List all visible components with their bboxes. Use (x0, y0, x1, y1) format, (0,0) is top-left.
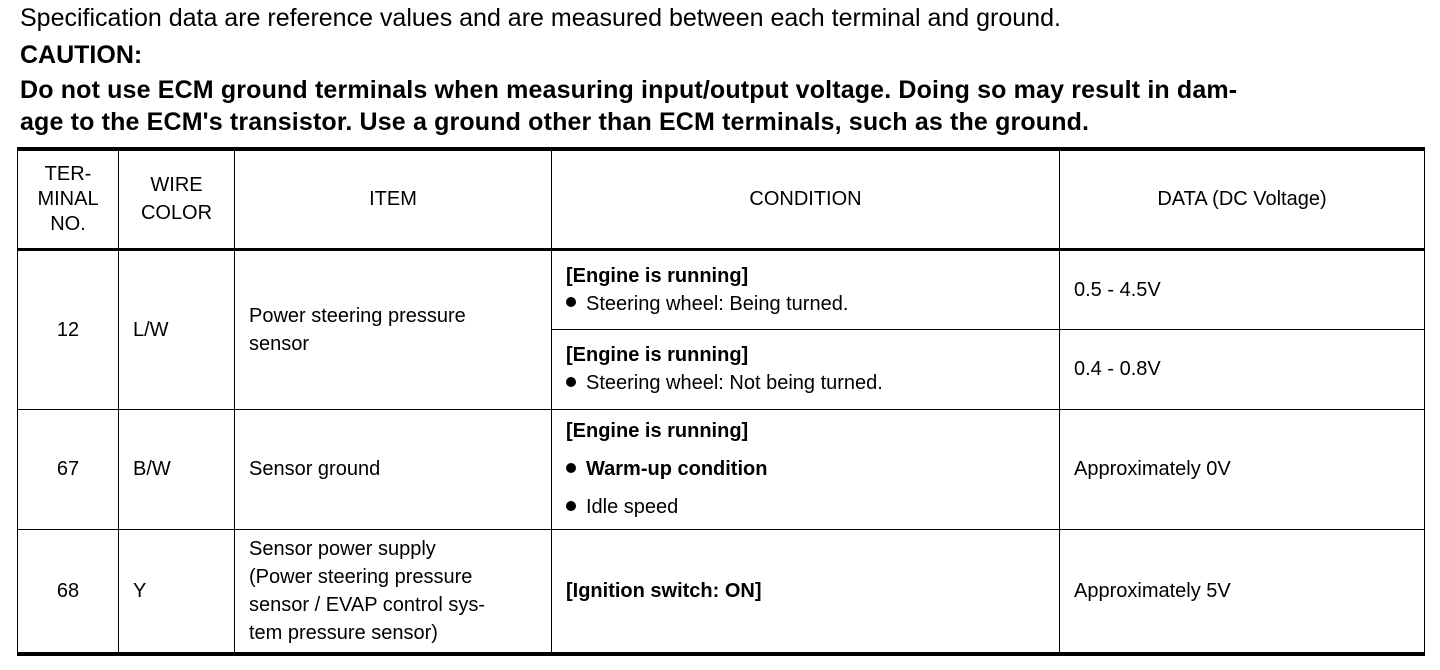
bullet-icon (566, 297, 576, 307)
intro-text: Specification data are reference values and are measured between each terminal and ground. (20, 4, 1061, 32)
item-cell: Power steering pressure sensor (235, 249, 552, 409)
header-wire-color: WIRE COLOR (119, 149, 235, 249)
header-item: ITEM (235, 149, 552, 249)
wire-color: Y (119, 529, 235, 654)
terminal-no: 68 (18, 529, 119, 654)
caution-heading: CAUTION: (20, 41, 143, 69)
condition-cell (552, 249, 1060, 329)
data-value: 0.5 - 4.5V (1060, 249, 1425, 329)
data-value: Approximately 5V (1060, 529, 1425, 654)
condition-state: [Ignition switch: ON] (566, 579, 762, 602)
bullet-icon (566, 501, 576, 511)
data-value: 0.4 - 0.8V (1060, 329, 1425, 409)
condition-state: [Engine is running] (566, 344, 749, 366)
condition-bullet: Warm-up condition (566, 450, 1045, 488)
item-cell: Sensor power supply (Power steering pressure sensor / EVAP control sys- tem pressure sensor) (235, 529, 552, 654)
condition-state: [Engine is running] (566, 420, 749, 442)
condition-cell (552, 329, 1060, 409)
condition-bullet: Idle speed (566, 488, 1045, 526)
caution-line: age to the ECM's transistor. Use a ground other than ECM terminals, such as the ground. (20, 108, 1090, 136)
wire-color: L/W (119, 249, 235, 409)
header-terminal-no: TER- MINAL NO. (18, 149, 119, 249)
bullet-icon (566, 377, 576, 387)
condition-bullet: Steering wheel: Not being turned. (566, 369, 1045, 397)
item-cell: Sensor ground (235, 409, 552, 529)
data-value: Approximately 0V (1060, 409, 1425, 529)
terminal-spec-table (17, 147, 1425, 656)
header-data: DATA (DC Voltage) (1060, 149, 1425, 249)
table-header-row (18, 149, 1425, 249)
condition-state: [Engine is running] (566, 264, 749, 287)
caution-text (20, 74, 1430, 138)
wire-color: B/W (119, 409, 235, 529)
table-row (18, 409, 1425, 529)
terminal-no: 67 (18, 409, 119, 529)
condition-cell (552, 409, 1060, 529)
table-row (18, 249, 1425, 329)
caution-line: Do not use ECM ground terminals when measuring input/output voltage. Doing so may result in dam- (20, 76, 1238, 104)
condition-cell (552, 529, 1060, 654)
condition-bullet: Steering wheel: Being turned. (566, 290, 1045, 318)
bullet-icon (566, 463, 576, 473)
terminal-no: 12 (18, 249, 119, 409)
header-condition: CONDITION (552, 149, 1060, 249)
table-row (18, 529, 1425, 654)
